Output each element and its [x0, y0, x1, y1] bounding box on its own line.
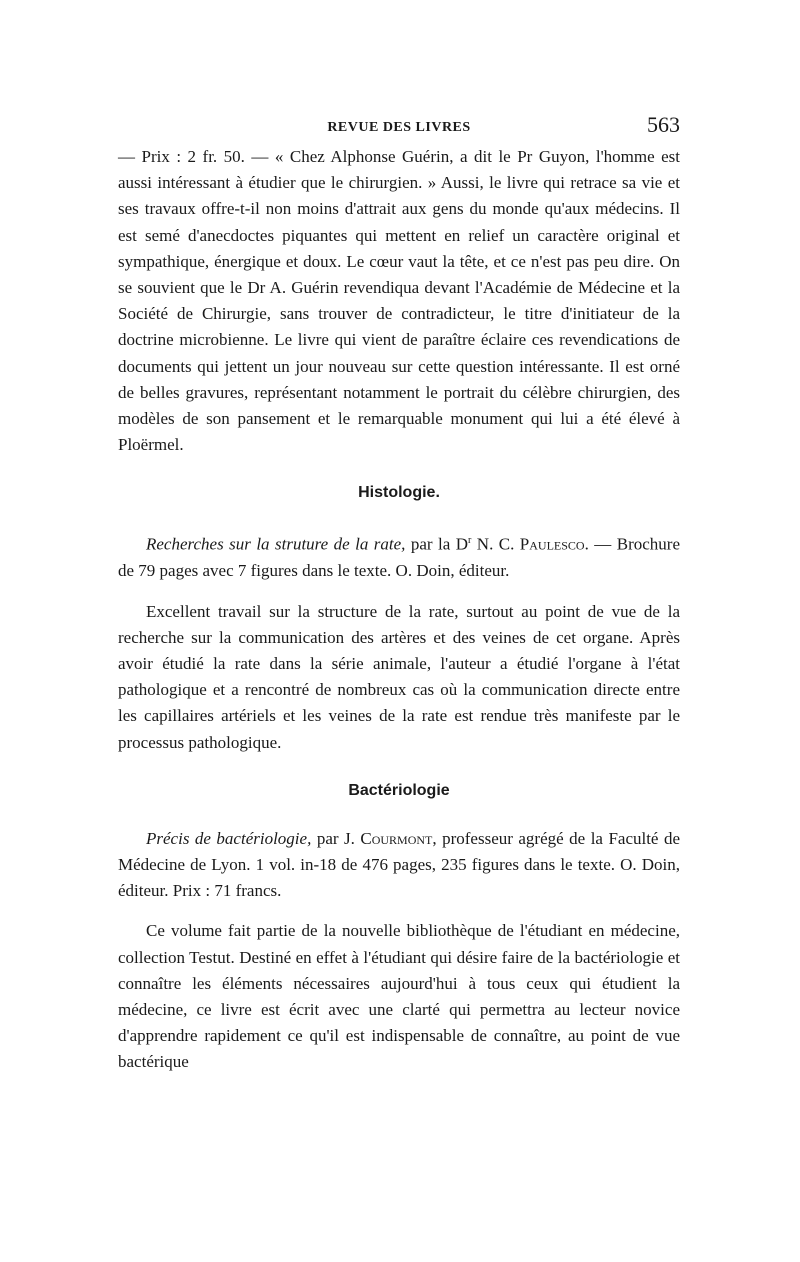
section-title-histologie: Histologie. — [358, 484, 440, 502]
section-title-bacteriologie: Bactériologie — [348, 781, 450, 799]
ref-by: par la D — [405, 535, 469, 555]
page-number: 563 — [647, 112, 680, 137]
reference-bacteriologie — [118, 826, 680, 905]
paragraph-guerin-review: — Prix : 2 fr. 50. — « Chez Alphonse Guérin, a dit le Pr Guyon, l'homme est aussi intéressant à étudier que le chirurgien. » Aussi, le livre qui retrace sa vie et ses travaux offre-t-il non moins d'attrait aux gens du monde qu'aux médecins. Il est semé d'anecdoctes piquantes qui mettent en relief un caractère original et sympathique, énergique et doux. Le cœur vaut la tête, et ce n'est pas peu dire. On se souvient que le Dr A. Guérin revendiqua devant l'Académie de Médecine et la Société de Chirurgie, sans trouver de contradicteur, le titre d'initiateur de la doctrine microbienne. Le livre qui vient de paraître éclaire ces revendications de documents qui jettent un jour nouveau sur cette question intéressante. Il est orné de belles gravures, représentant notamment le portrait du célèbre chirurgien, des modèles de son pansement et le remarquable monument qui lui a été élevé à Ploërmel. — [118, 147, 680, 455]
page-header — [118, 112, 680, 144]
ref-author: N. C. Paulesco. — [471, 535, 589, 555]
paragraph-histologie-review: Excellent travail sur la structure de la rate, surtout au point de vue de la recherche sur la communication des artères et des veines de cet organe. Après avoir étudié la rate dans la série animale, l'auteur a étudié l'organe à l'état pathologique et a rencontré de nombreux cas où la communication directe entre les capillaires artériels et les veines de la rate est rendue très manifeste par le processus pathologique. — [118, 601, 680, 752]
ref-rest: — Brochure de 79 pages avec 7 figures dans le texte. O. Doin, éditeur. — [118, 535, 680, 581]
paragraph-bacteriologie-review: Ce volume fait partie de la nouvelle bibliothèque de l'étudiant en médecine, collection Testut. Destiné en effet à l'étudiant qui désire faire de la bactériologie et connaître les éléments nécessaires aujourd'hui à tous ceux qui étudient la médecine, ce livre est écrit avec une clarté qui permettra au lecteur novice d'apprendre rapidement ce qu'il est indispensable de connaître, au point de vue bactérique — [118, 921, 680, 1072]
ref-title: Précis de bactériologie, — [146, 828, 312, 848]
ref-sup: r — [468, 535, 472, 547]
ref-by: par J. — [311, 828, 361, 848]
book-page — [118, 112, 680, 1076]
reference-histologie — [118, 528, 680, 584]
ref-author: Courmont — [360, 828, 433, 848]
ref-rest: , professeur agrégé de la Faculté de Médecine de Lyon. 1 vol. in-18 de 476 pages, 235 figures dans le texte. O. Doin, éditeur. Prix : 71 francs. — [118, 828, 681, 901]
running-head: REVUE DES LIVRES — [327, 120, 471, 135]
ref-title: Recherches sur la struture de la rate, — [146, 535, 406, 555]
